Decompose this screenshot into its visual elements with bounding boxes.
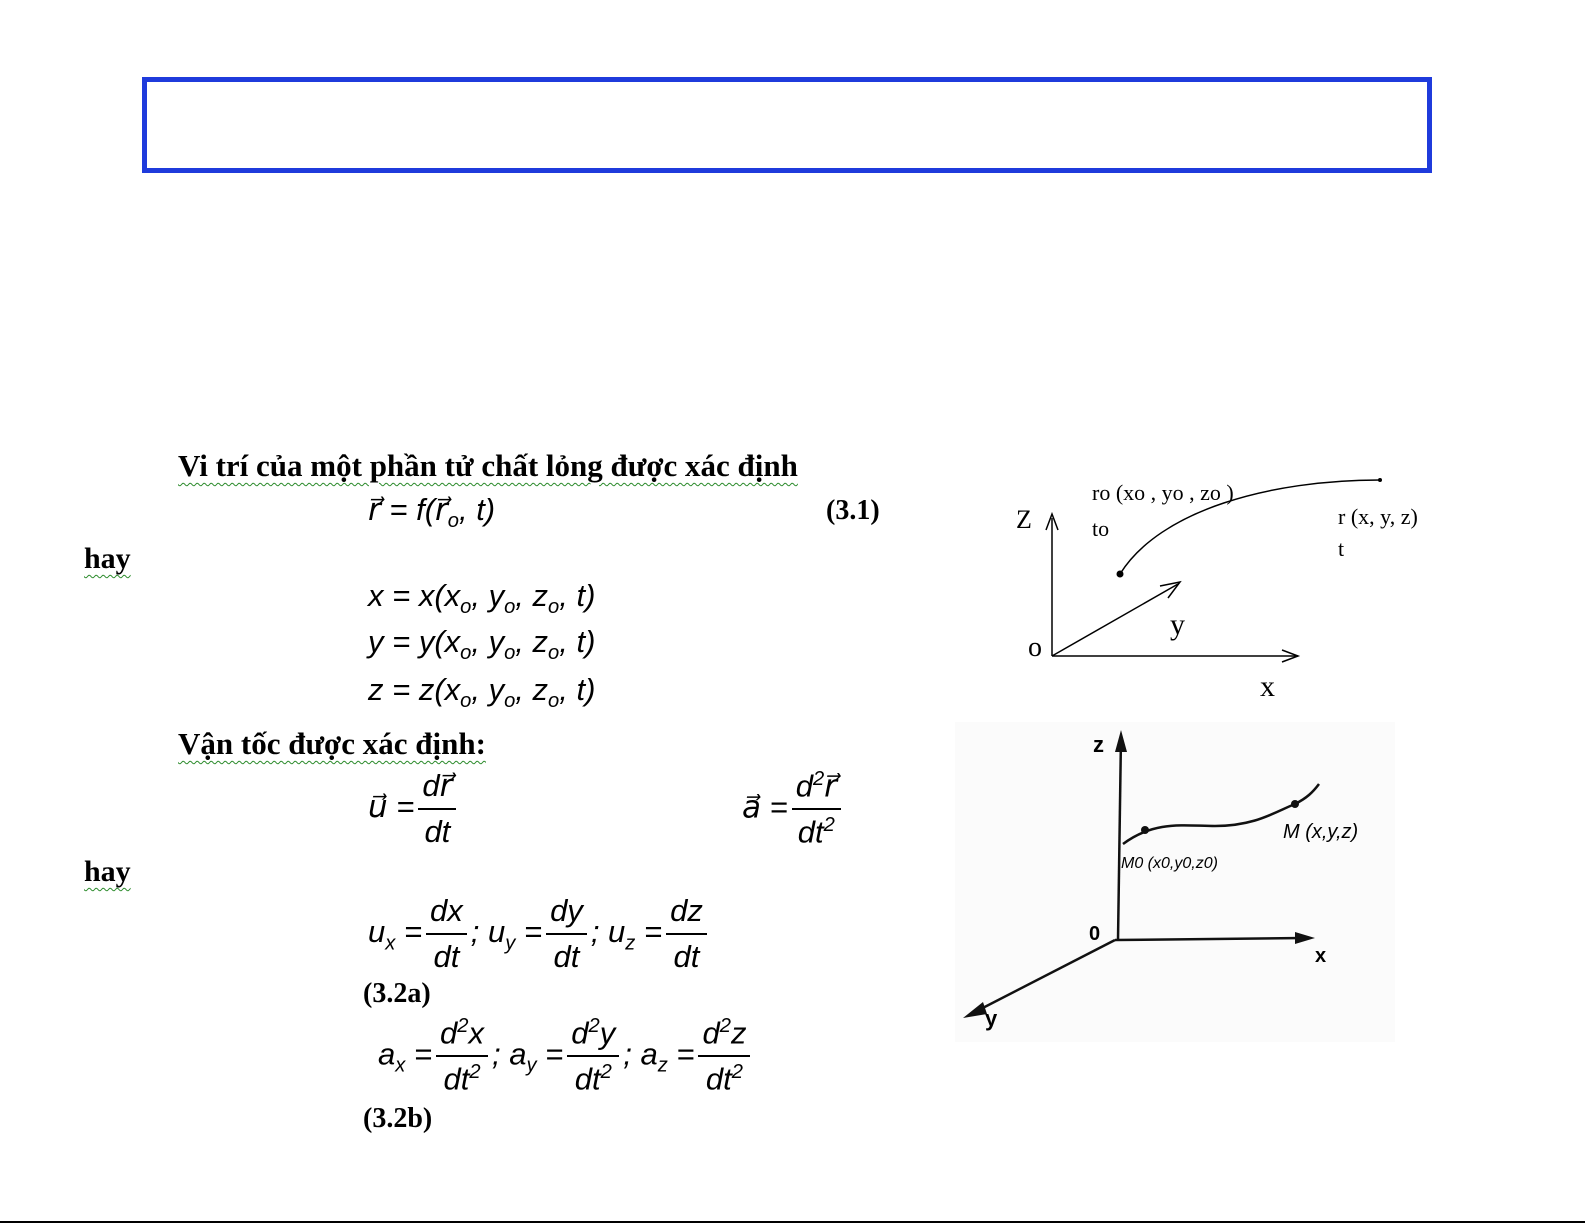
figure1-y-axis (1052, 584, 1178, 656)
eq-label-3-2a: (3.2a) (363, 978, 431, 1009)
figure1-end-label: r (x, y, z) (1338, 504, 1418, 529)
eq-label-3-2b: (3.2b) (363, 1103, 433, 1134)
figure2-x-label: x (1315, 945, 1327, 967)
figure2-y-label: y (985, 1006, 998, 1031)
figure1-origin-label: o (1028, 632, 1042, 663)
eq-label-3-1: (3.1) (826, 495, 880, 526)
heading-velocity: Vận tốc được xác định: (178, 726, 486, 761)
equation-y: $y = y(x_o$, $y_o$, $z_o$, t) (368, 624, 596, 665)
figure2-point-m-label: M (x,y,z) (1283, 821, 1359, 843)
figure1-end-time: t (1338, 536, 1345, 561)
equation-3-1: r⃗ = $f(r⃗_o$, t) (368, 492, 496, 533)
text-hay-1: hay (84, 542, 131, 575)
figure-3d-coordinate-diagram (955, 722, 1395, 1042)
figure1-start-label: ro (xo , yo , zo ) (1092, 480, 1234, 505)
equation-velocity: u⃗ = $\frac{dr⃗}{dt}$ (368, 768, 460, 850)
slide-title-box (142, 77, 1432, 173)
equation-acceleration-components: $a_x$ = $\frac{d^2x}{dt^2}$ ; $a_y$ = $\frac{d^2y}{dt^2}$ ; $a_z$ = $\frac{d^2z}{dt^2}$ (378, 1015, 754, 1098)
figure1-z-label: Z (1016, 505, 1032, 534)
figure1-x-label: x (1260, 670, 1275, 703)
figure2-point-m0 (1141, 826, 1149, 834)
text-hay-2: hay (84, 855, 131, 888)
figure2-point-m (1291, 800, 1299, 808)
figure2-z-label: z (1093, 732, 1104, 757)
figure1-end-point (1378, 478, 1382, 482)
equation-velocity-components: $u_x$ = $\frac{dx}{dt}$ ; $u_y$ = $\frac{dy}{dt}$ ; $u_z$ = $\frac{dz}{dt}$ (368, 893, 711, 975)
bottom-border-line (0, 1221, 1585, 1223)
figure1-y-label: y (1170, 608, 1185, 641)
figure2-point-m0-label: M0 (x0,y0,z0) (1121, 855, 1218, 872)
figure1-start-point (1117, 571, 1124, 578)
figure2-background (955, 722, 1395, 1042)
figure2-origin-label: 0 (1089, 923, 1101, 945)
equation-x: $x = x(x_o$, $y_o$, $z_o$, t) (368, 578, 596, 619)
equation-acceleration: a⃗ = $\frac{d^2r⃗}{dt^2}$ (742, 768, 845, 851)
equation-z: $z = z(x_o$, $y_o$, $z_o$, t) (368, 672, 596, 713)
figure-trajectory-diagram (1010, 470, 1470, 710)
figure1-start-time: to (1092, 516, 1110, 541)
heading-position: Vi trí của một phần tử chất lỏng được xác định (178, 448, 798, 483)
